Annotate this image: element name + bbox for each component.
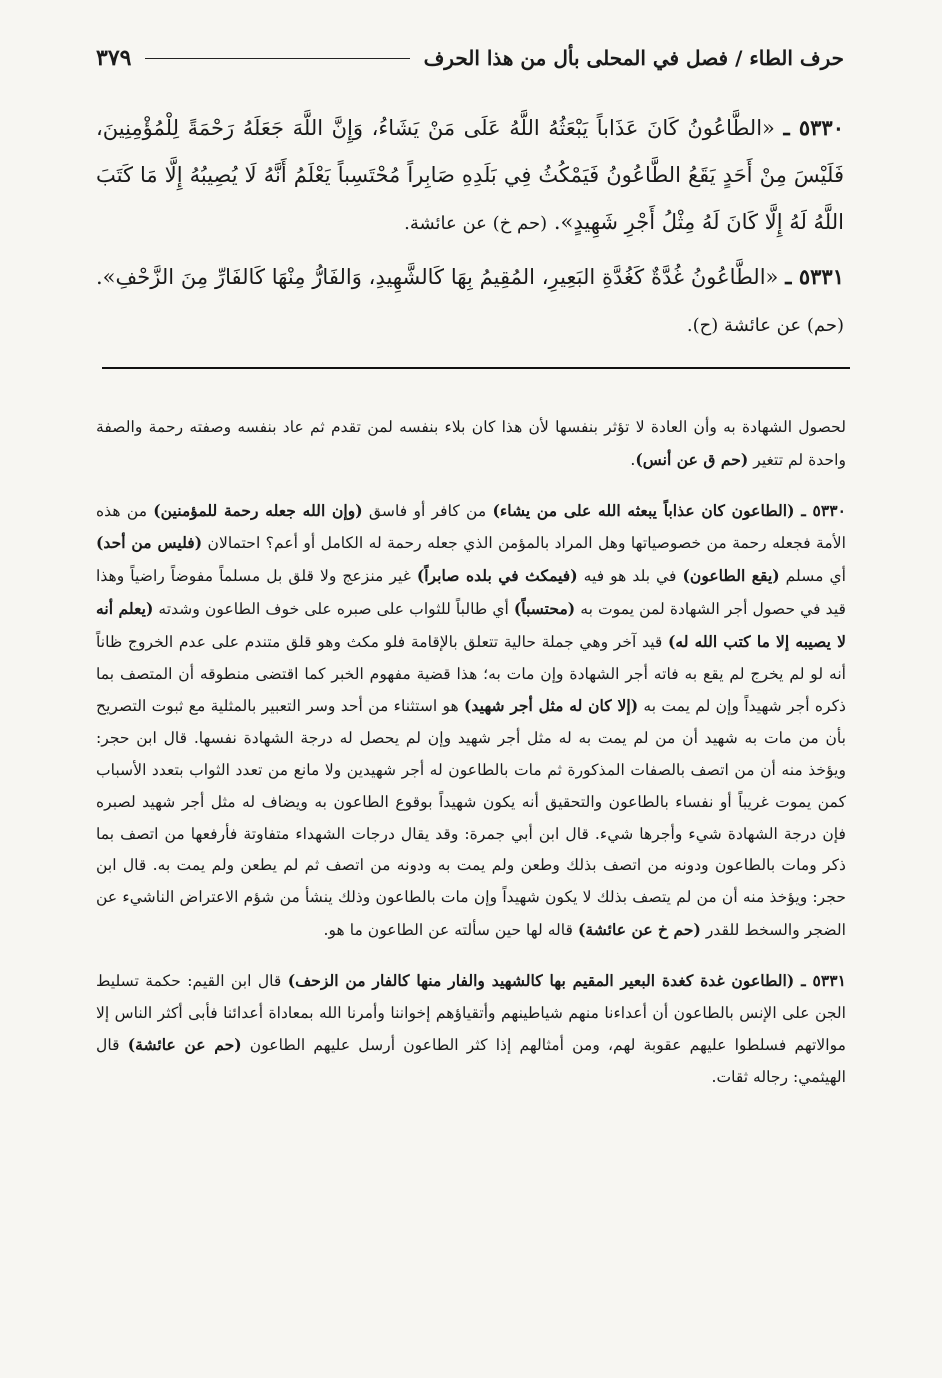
commentary-block (96, 412, 846, 1112)
hadith-text: «الطَّاعُونُ غُدَّةٌ كَغُدَّةِ البَعِيرِ، المُقِيمُ بِهَا كَالشَّهِيدِ، وَالفَارُّ مِنْهَا كَالفَارِّ مِنَ الزَّحْفِ». (96, 265, 779, 289)
commentary-5330 (96, 495, 846, 947)
commentary-text: قال الهيثمي: رجاله ثقات. (96, 1036, 846, 1087)
commentary-quote: (يقع الطاعون) (682, 566, 780, 586)
commentary-quote: (إلا كان له مثل أجر شهيد) (464, 696, 639, 716)
commentary-quote: (يعلم أنه لا يصيبه إلا ما كتب الله له) (96, 598, 846, 651)
commentary-text: قيد آخر وهي جملة حالية تتعلق بالإقامة فلو مكث وهو قلق متندم على عدم الخروج ظاناً أنه لو لم يخرج لم يقع به فاته أجر الشهادة وإن مات به؛ هذا قضية مفهوم الخبر كما اقتضى منطوقه أن المتصف بما ذكره أجر شهيداً وإن لم يمت به (96, 632, 846, 716)
hadith-text-block (96, 104, 844, 355)
commentary-text: من هذه الأمة فجعله رحمة من خصوصياتها وهل المراد بالمؤمن الذي جعله رحمة له الكامل أو أعم؟ احتمالان (96, 501, 847, 553)
page-number: ٣٧٩ (96, 45, 132, 71)
commentary-quote: ٥٣٣١ ـ (الطاعون غدة كغدة البعير المقيم بها كالشهيد والفار منها كالفار من الزحف) (287, 970, 846, 990)
header-rule (145, 58, 409, 59)
hadith-source: (حم) عن عائشة (ح). (686, 315, 844, 336)
hadith-number: ٥٣٣٠ ـ (783, 115, 844, 140)
commentary-text: من كافر أو فاسق (362, 501, 493, 520)
commentary-text: قاله لها حين سألته عن الطاعون ما هو. (323, 920, 578, 939)
hadith-5330 (96, 104, 844, 247)
commentary-quote: ٥٣٣٠ ـ (الطاعون كان عذاباً يبعثه الله على من يشاء) (492, 500, 847, 520)
page-header (96, 38, 844, 78)
commentary-text: أي طالباً للثواب على صبره على خوف الطاعون وشدته (153, 599, 514, 618)
commentary-text: أي مسلم (779, 567, 846, 586)
hadith-number: ٥٣٣١ ـ (785, 264, 844, 289)
commentary-source: (حم خ عن عائشة) (577, 919, 701, 939)
commentary-text: لحصول الشهادة به وأن العادة لا تؤثر بنفسها لأن هذا كان بلاء بنفسه لمن تقدم ثم عاد بنفسه وصفته رحمة والصفة واحدة لم تتغير (96, 418, 846, 469)
hadith-text: «الطَّاعُونُ كَانَ عَذَاباً يَبْعَثُهُ اللَّهُ عَلَى مَنْ يَشَاءُ، وَإِنَّ اللَّهَ جَعَلَهُ رَحْمَةً لِلْمُؤْمِنِينَ، فَلَيْسَ مِنْ أَحَدٍ يَقَعُ الطَّاعُونُ فَيَمْكُثُ فِي بَلَدِهِ صَابِراً مُحْتَسِباً يَعْلَمُ أَنَّهُ لَا يُصِيبُهُ إِلَّا مَا كَتَبَ اللَّهُ لَهُ إِلَّا كَانَ لَهُ مِثْلُ أَجْرِ شَهِيدٍ». (96, 116, 844, 234)
commentary-text: في بلد هو فيه (577, 567, 683, 586)
running-title: حرف الطاء / فصل في المحلى بأل من هذا الحرف (423, 46, 844, 70)
commentary-paragraph-continued (96, 412, 846, 477)
hadith-source: (حم خ) عن عائشة. (404, 213, 548, 234)
commentary-text: . (630, 450, 636, 469)
commentary-5331 (96, 965, 846, 1094)
commentary-text: غير منزعج ولا قلق بل مسلماً مفوضاً راضياً وهذا قيد في حصول أجر الشهادة لمن يموت به (96, 567, 846, 618)
commentary-quote: (وإن الله جعله رحمة للمؤمنين) (153, 500, 363, 520)
commentary-text: هو استثناء من أحد وسر التعبير بالمثلية مع ثبوت التصريح بأن من مات به شهيد أن من لم يمت به له مثل أجر شهيد وإن لم يحصل له درجة الشهادة نفسها. قال ابن حجر: ويؤخذ منه أن من اتصف بالصفات المذكورة ثم مات بالطاعون له أجر شهيدين ولا مانع من تعدد الثواب بتعدد الأسباب كمن يموت غريباً أو نفساء بالطاعون والتحقيق أنه يكون شهيداً بوقوع الطاعون به ويضاف له مثل أجر شهيد لصبره فإن درجة الشهادة شيء وأجرها شيء. قال ابن أبي جمرة: وقد يقال درجات الشهداء متفاوتة فأرفعها من اتصف بما ذكر ومات بالطاعون ودونه من اتصف بذلك وطعن ولم يمت به ودونه من اتصف ثم لم يطعن ولم يمت به. قال ابن حجر: ويؤخذ منه أن من لم يتصف بذلك لا يكون شهيداً وإن مات بالطاعون وذلك ينشأ من شؤم الاعتراض الناشيء عن الضجر والسخط للقدر (96, 697, 846, 939)
commentary-quote: (فليس من أحد) (96, 533, 203, 553)
commentary-source: (حم عن عائشة) (127, 1035, 242, 1055)
commentary-source: (حم ق عن أنس) (635, 449, 749, 469)
hadith-5331 (96, 253, 844, 349)
commentary-quote: (محتسباً) (513, 598, 576, 618)
commentary-quote: (فيمكث في بلده صابراً) (416, 566, 578, 586)
commentary-text: قال ابن القيم: حكمة تسليط الجن على الإنس بالطاعون أن أعداءنا منهم شياطينهم وأتقياؤهم إخواننا وأمرنا الله بمعاداة أعدائنا فأبى أكثر الناس إلا موالاتهم فسلطوا عليهم عقوبة لهم، ومن أمثالهم إذا كثر الطاعون أرسل عليهم الطاعون (96, 971, 846, 1055)
section-divider (102, 367, 850, 369)
